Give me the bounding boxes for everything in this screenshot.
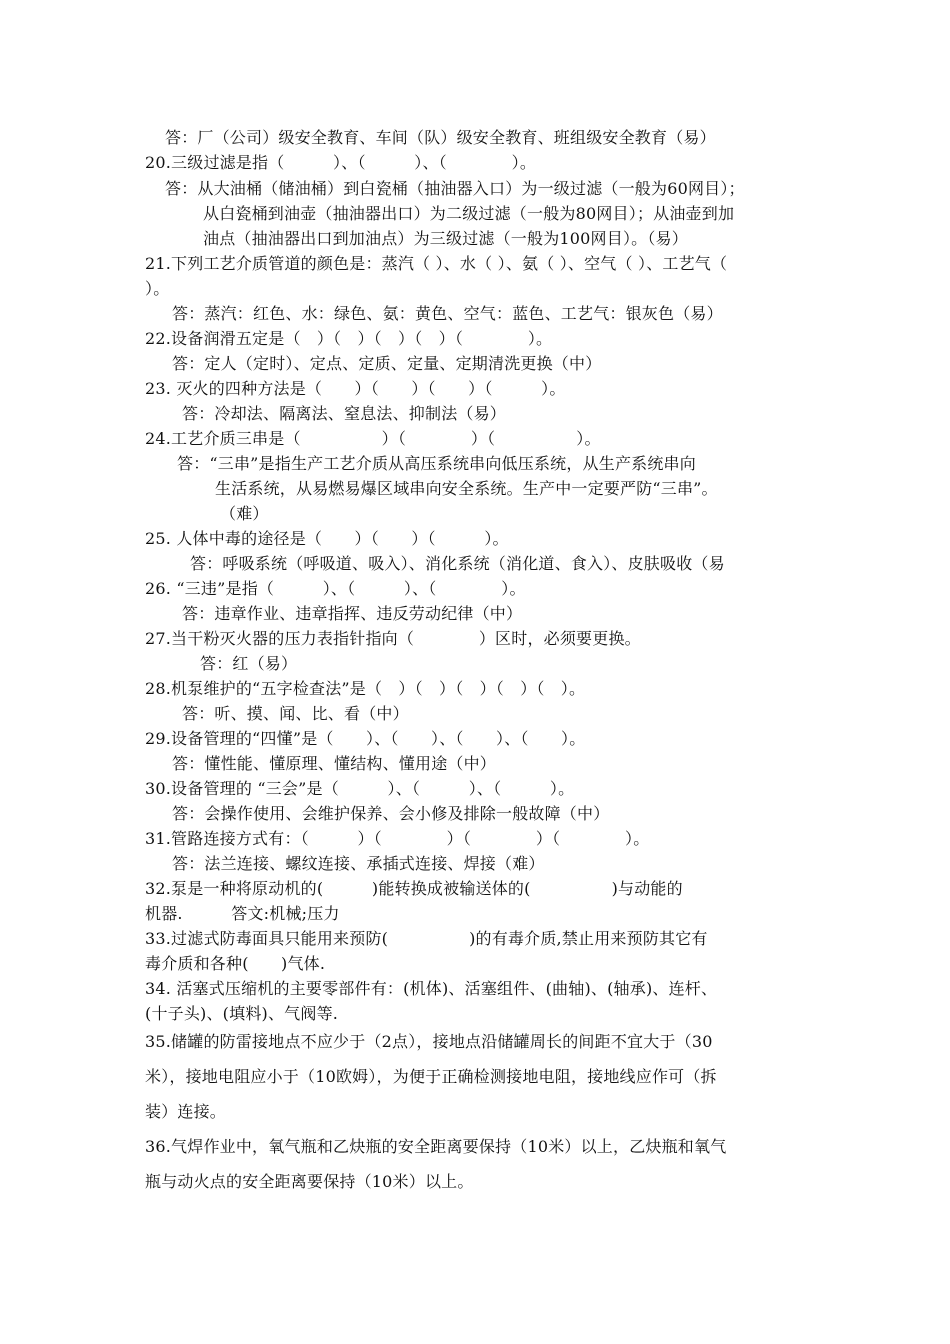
- answer-line: 答：从大油桶（储油桶）到白瓷桶（抽油器入口）为一级过滤（一般为60网目）；: [165, 179, 745, 198]
- question-32: 32.泵是一种将原动机的( )能转换成被输送体的( )与动能的: [145, 879, 683, 898]
- question-20: 20.三级过滤是指（ ）、（ ）、（ ）。: [145, 153, 537, 172]
- answer-line: 答：违章作业、违章指挥、违反劳动纪律（中）: [182, 604, 523, 623]
- question-35-cont: 米），接地电阻应小于（10欧姆），为便于正确检测接地电阻，接地线应作可（拆: [145, 1067, 717, 1086]
- answer-line: 答：冷却法、隔离法、窒息法、抑制法（易）: [182, 404, 507, 423]
- question-28: 28.机泵维护的“五字检查法”是（ ）（ ）（ ）（ ）（ ）。: [145, 679, 586, 698]
- answer-line: 答：定人（定时）、定点、定质、定量、定期清洗更换（中）: [172, 354, 602, 373]
- question-26: 26. “三违”是指（ ）、（ ）、（ ）。: [145, 579, 526, 598]
- question-34: 34. 活塞式压缩机的主要零部件有：(机体)、活塞组件、(曲轴)、(轴承)、连杆、: [145, 979, 718, 998]
- answer-line: 答：法兰连接、螺纹连接、承插式连接、焊接（难）: [172, 854, 545, 873]
- question-27: 27.当干粉灭火器的压力表指针指向（ ）区时，必须要更换。: [145, 629, 641, 648]
- question-32-cont: 机器. 答文:机械;压力: [145, 904, 340, 923]
- question-31: 31.管路连接方式有：（ ）（ ）（ ）（ ）。: [145, 829, 650, 848]
- answer-line: 答：蒸汽：红色、水：绿色、氨：黄色、空气：蓝色、工艺气：银灰色（易）: [172, 304, 723, 323]
- answer-line: 答：“三串”是指生产工艺介质从高压系统串向低压系统，从生产系统串向: [177, 454, 696, 473]
- question-25: 25. 人体中毒的途径是（ ）（ ）（ ）。: [145, 529, 509, 548]
- question-22: 22.设备润滑五定是（ ）（ ）（ ）（ ）（ ）。: [145, 329, 553, 348]
- question-24: 24.工艺介质三串是（ ）（ ）（ ）。: [145, 429, 601, 448]
- answer-line: 答：听、摸、闻、比、看（中）: [182, 704, 409, 723]
- question-29: 29.设备管理的“四懂”是（ ）、（ ）、（ ）、（ ）。: [145, 729, 586, 748]
- answer-line: 油点（抽油器出口到加油点）为三级过滤（一般为100网目）。（易）: [203, 229, 688, 248]
- question-33-cont: 毒介质和各种( )气体.: [145, 954, 326, 973]
- answer-line: 从白瓷桶到油壶（抽油器出口）为二级过滤（一般为80网目）；从油壶到加: [203, 204, 735, 223]
- question-21-cont: ）。: [145, 279, 170, 298]
- answer-line: 答：会操作使用、会维护保养、会小修及排除一般故障（中）: [172, 804, 610, 823]
- question-35: 35.储罐的防雷接地点不应少于（2点），接地点沿储罐周长的间距不宜大于（30: [145, 1032, 713, 1051]
- question-23: 23. 灭火的四种方法是（ ）（ ）（ ）（ ）。: [145, 379, 566, 398]
- question-33: 33.过滤式防毒面具只能用来预防( )的有毒介质,禁止用来预防其它有: [145, 929, 708, 948]
- answer-line: 答：红（易）: [200, 654, 298, 673]
- question-21: 21.下列工艺介质管道的颜色是：蒸汽（ ）、水（ ）、氨（ ）、空气（ ）、工艺气（: [145, 254, 728, 273]
- question-30: 30.设备管理的 “三会”是（ ）、（ ）、（ ）。: [145, 779, 575, 798]
- answer-line: 答：懂性能、懂原理、懂结构、懂用途（中）: [172, 754, 497, 773]
- answer-line: 生活系统，从易燃易爆区域串向安全系统。生产中一定要严防“三串”。: [215, 479, 718, 498]
- question-36-cont: 瓶与动火点的安全距离要保持（10米）以上。: [145, 1172, 474, 1191]
- question-34-cont: (十子头)、(填料)、气阀等.: [145, 1004, 339, 1023]
- question-36: 36.气焊作业中，氧气瓶和乙炔瓶的安全距离要保持（10米）以上，乙炔瓶和氧气: [145, 1137, 727, 1156]
- answer-line: （难）: [220, 504, 269, 523]
- question-35-cont: 装）连接。: [145, 1102, 227, 1121]
- answer-line: 答：呼吸系统（呼吸道、吸入）、消化系统（消化道、食入）、皮肤吸收（易: [190, 554, 725, 573]
- answer-line: 答：厂（公司）级安全教育、车间（队）级安全教育、班组级安全教育（易）: [165, 128, 716, 147]
